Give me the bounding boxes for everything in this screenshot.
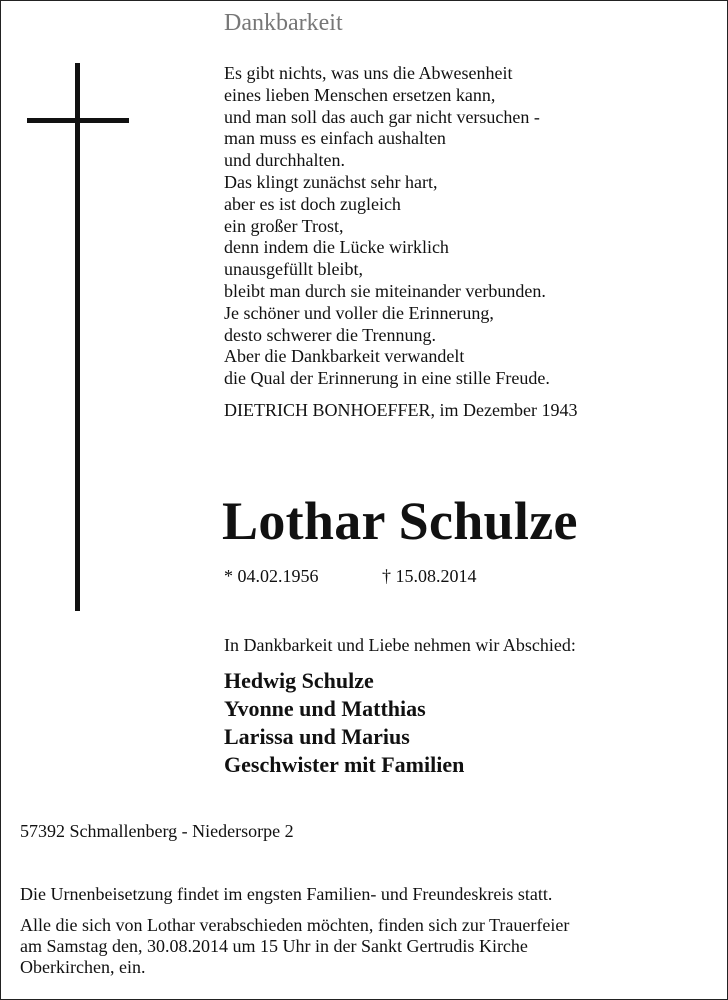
mourner-name: Hedwig Schulze bbox=[224, 668, 374, 693]
poem-line: aber es ist doch zugleich bbox=[224, 193, 401, 214]
poem-line: bleibt man durch sie miteinander verbunden. bbox=[224, 280, 546, 301]
poem-line: man muss es einfach aushalten bbox=[224, 128, 446, 149]
mourners-list bbox=[224, 667, 464, 779]
poem-line: und man soll das auch gar nicht versuchen - bbox=[224, 106, 540, 127]
poem-line: unausgefüllt bleibt, bbox=[224, 259, 363, 280]
farewell-line: In Dankbarkeit und Liebe nehmen wir Abschied: bbox=[224, 635, 576, 655]
poem-line: Es gibt nichts, was uns die Abwesenheit bbox=[224, 63, 513, 83]
service-notice-line: am Samstag den, 30.08.2014 um 15 Uhr in der Sankt Gertrudis Kirche bbox=[20, 936, 528, 956]
mourner-name: Larissa und Marius bbox=[224, 724, 410, 749]
poem-line: Je schöner und voller die Erinnerung, bbox=[224, 302, 494, 323]
family-address: 57392 Schmallenberg - Niedersorpe 2 bbox=[20, 821, 294, 841]
service-notice bbox=[20, 915, 569, 978]
poem-line: Aber die Dankbarkeit verwandelt bbox=[224, 346, 465, 367]
poem-line: denn indem die Lücke wirklich bbox=[224, 237, 449, 258]
cross-icon-horizontal-bar bbox=[27, 118, 129, 123]
poem-line: Das klingt zunächst sehr hart, bbox=[224, 171, 438, 192]
burial-notice: Die Urnenbeisetzung findet im engsten Familien- und Freundeskreis statt. bbox=[20, 884, 553, 904]
mourner-name: Yvonne und Matthias bbox=[224, 696, 426, 721]
poem-line: desto schwerer die Trennung. bbox=[224, 324, 436, 345]
death-date: † 15.08.2014 bbox=[382, 566, 477, 586]
poem bbox=[224, 63, 550, 390]
cross-icon-vertical-bar bbox=[75, 63, 80, 611]
poem-line: die Qual der Erinnerung in eine stille Freude. bbox=[224, 368, 550, 389]
poem-line: eines lieben Menschen ersetzen kann, bbox=[224, 84, 496, 105]
poem-attribution: DIETRICH BONHOEFFER, im Dezember 1943 bbox=[224, 400, 578, 420]
birth-date: * 04.02.1956 bbox=[224, 566, 319, 586]
deceased-name: Lothar Schulze bbox=[222, 491, 578, 551]
mourner-name: Geschwister mit Familien bbox=[224, 752, 465, 777]
service-notice-line: Oberkirchen, ein. bbox=[20, 957, 146, 977]
heading: Dankbarkeit bbox=[224, 10, 343, 36]
poem-line: und durchhalten. bbox=[224, 150, 345, 171]
poem-line: ein großer Trost, bbox=[224, 215, 344, 236]
service-notice-line: Alle die sich von Lothar verabschieden möchten, finden sich zur Trauerfeier bbox=[20, 915, 570, 935]
